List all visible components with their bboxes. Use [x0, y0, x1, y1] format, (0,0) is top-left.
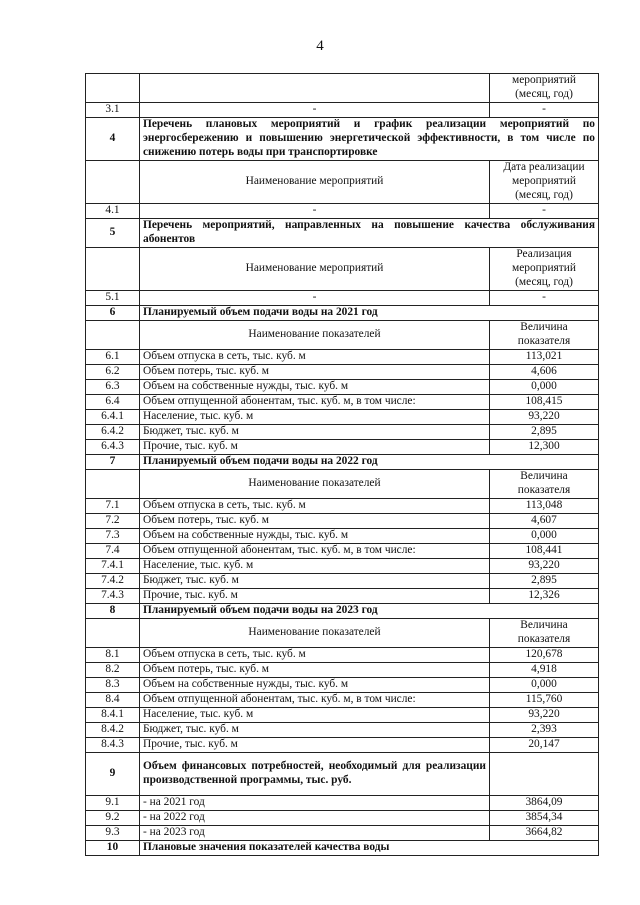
- column-header-value: Величина показателя: [490, 619, 599, 648]
- row-number: 7.4.2: [86, 574, 140, 589]
- row-number: [86, 248, 140, 291]
- row-value: 20,147: [490, 738, 599, 753]
- row-number: 7.4.1: [86, 559, 140, 574]
- row-value: 113,021: [490, 350, 599, 365]
- row-number: 5.1: [86, 291, 140, 306]
- section-title: Перечень мероприятий, направленных на повышение качества обслуживания абонентов: [140, 219, 599, 248]
- column-header-name: Наименование показателей: [140, 470, 490, 499]
- section-title: Плановые значения показателей качества воды: [140, 841, 599, 856]
- table-row: [86, 648, 599, 663]
- table-row: [86, 350, 599, 365]
- row-name: Население, тыс. куб. м: [140, 708, 490, 723]
- row-name: - на 2023 год: [140, 826, 490, 841]
- row-number: 8.4: [86, 693, 140, 708]
- row-number: 8.1: [86, 648, 140, 663]
- row-value: 115,760: [490, 693, 599, 708]
- row-value: мероприятий (месяц, год): [490, 74, 599, 103]
- row-value: 3854,34: [490, 811, 599, 826]
- section-row: [86, 219, 599, 248]
- row-name: Объем на собственные нужды, тыс. куб. м: [140, 529, 490, 544]
- column-header-value: Величина показателя: [490, 470, 599, 499]
- row-name: -: [140, 291, 490, 306]
- row-number: 6.4.2: [86, 425, 140, 440]
- row-name: Население, тыс. куб. м: [140, 410, 490, 425]
- row-number: [86, 74, 140, 103]
- section-row: [86, 753, 599, 796]
- row-value: 4,606: [490, 365, 599, 380]
- row-name: Прочие, тыс. куб. м: [140, 440, 490, 455]
- table-row: [86, 291, 599, 306]
- row-number: 8.4.2: [86, 723, 140, 738]
- table-row: [86, 574, 599, 589]
- row-name: Объем потерь, тыс. куб. м: [140, 514, 490, 529]
- section-title: Перечень плановых мероприятий и график реализации мероприятий по энергосбережению и повышению энергетической эффективности, в том числе по снижению потерь воды при транспортировке: [140, 118, 599, 161]
- row-number: 7.3: [86, 529, 140, 544]
- row-value: [490, 753, 599, 796]
- section-number: 7: [86, 455, 140, 470]
- table-row: [86, 204, 599, 219]
- row-value: 108,441: [490, 544, 599, 559]
- column-header-value: Дата реализации мероприятий (месяц, год): [490, 161, 599, 204]
- table-row: [86, 499, 599, 514]
- section-row: [86, 604, 599, 619]
- row-name: Объем на собственные нужды, тыс. куб. м: [140, 678, 490, 693]
- row-value: 93,220: [490, 708, 599, 723]
- row-value: 12,326: [490, 589, 599, 604]
- table-row: [86, 723, 599, 738]
- section-number: 8: [86, 604, 140, 619]
- row-value: 0,000: [490, 678, 599, 693]
- column-header-name: Наименование мероприятий: [140, 161, 490, 204]
- row-name: Объем потерь, тыс. куб. м: [140, 365, 490, 380]
- column-header-name: Наименование показателей: [140, 321, 490, 350]
- row-number: 7.1: [86, 499, 140, 514]
- table-row: [86, 103, 599, 118]
- row-number: 3.1: [86, 103, 140, 118]
- column-header-value: Реализация мероприятий (месяц, год): [490, 248, 599, 291]
- row-name: Бюджет, тыс. куб. м: [140, 425, 490, 440]
- row-number: [86, 321, 140, 350]
- column-header-row: [86, 248, 599, 291]
- column-header-name: Наименование показателей: [140, 619, 490, 648]
- row-value: 2,393: [490, 723, 599, 738]
- row-name: [140, 74, 490, 103]
- table-row: [86, 811, 599, 826]
- row-number: 6.3: [86, 380, 140, 395]
- row-value: 0,000: [490, 380, 599, 395]
- table-row: [86, 826, 599, 841]
- row-number: [86, 619, 140, 648]
- row-number: 6.4.1: [86, 410, 140, 425]
- table-row: [86, 544, 599, 559]
- row-name: Бюджет, тыс. куб. м: [140, 723, 490, 738]
- section-number: 6: [86, 306, 140, 321]
- table-row: [86, 708, 599, 723]
- section-title: Планируемый объем подачи воды на 2021 год: [140, 306, 599, 321]
- section-number: 4: [86, 118, 140, 161]
- row-name: Бюджет, тыс. куб. м: [140, 574, 490, 589]
- row-number: 9.1: [86, 796, 140, 811]
- row-value: 12,300: [490, 440, 599, 455]
- table-row: [86, 529, 599, 544]
- table-row: [86, 440, 599, 455]
- section-number: 10: [86, 841, 140, 856]
- row-number: 9.2: [86, 811, 140, 826]
- table-row: [86, 589, 599, 604]
- column-header-row: [86, 470, 599, 499]
- row-name: -: [140, 103, 490, 118]
- row-name: Объем отпущенной абонентам, тыс. куб. м, в том числе:: [140, 544, 490, 559]
- row-number: 7.2: [86, 514, 140, 529]
- row-value: 3864,09: [490, 796, 599, 811]
- row-number: 6.4.3: [86, 440, 140, 455]
- row-value: 93,220: [490, 410, 599, 425]
- row-number: 8.2: [86, 663, 140, 678]
- row-value: 108,415: [490, 395, 599, 410]
- row-number: 8.4.3: [86, 738, 140, 753]
- row-number: 6.4: [86, 395, 140, 410]
- table-row: [86, 738, 599, 753]
- row-name: Объем отпуска в сеть, тыс. куб. м: [140, 499, 490, 514]
- section-row: [86, 455, 599, 470]
- row-value: 4,918: [490, 663, 599, 678]
- section-title: Планируемый объем подачи воды на 2023 год: [140, 604, 599, 619]
- table-row: [86, 514, 599, 529]
- row-number: 7.4.3: [86, 589, 140, 604]
- table-row: [86, 425, 599, 440]
- row-name: Прочие, тыс. куб. м: [140, 589, 490, 604]
- row-value: 3664,82: [490, 826, 599, 841]
- column-header-row: [86, 161, 599, 204]
- row-value: 93,220: [490, 559, 599, 574]
- row-number: 4.1: [86, 204, 140, 219]
- row-name: Объем отпущенной абонентам, тыс. куб. м, в том числе:: [140, 693, 490, 708]
- row-name: Объем отпуска в сеть, тыс. куб. м: [140, 648, 490, 663]
- section-row: [86, 841, 599, 856]
- table-row: [86, 559, 599, 574]
- row-value: 2,895: [490, 574, 599, 589]
- row-name: Объем на собственные нужды, тыс. куб. м: [140, 380, 490, 395]
- section-number: 5: [86, 219, 140, 248]
- section-number: 9: [86, 753, 140, 796]
- section-row: [86, 306, 599, 321]
- row-name: Объем потерь, тыс. куб. м: [140, 663, 490, 678]
- table-row: [86, 410, 599, 425]
- row-name: Объем отпуска в сеть, тыс. куб. м: [140, 350, 490, 365]
- row-value: 2,895: [490, 425, 599, 440]
- section-title: Объем финансовых потребностей, необходимый для реализации производственной программы, тыс. руб.: [140, 753, 490, 796]
- table-row: [86, 365, 599, 380]
- row-name: Объем отпущенной абонентам, тыс. куб. м, в том числе:: [140, 395, 490, 410]
- row-value: 0,000: [490, 529, 599, 544]
- table-row: [86, 74, 599, 103]
- table-row: [86, 693, 599, 708]
- column-header-name: Наименование мероприятий: [140, 248, 490, 291]
- row-number: 6.1: [86, 350, 140, 365]
- column-header-value: Величина показателя: [490, 321, 599, 350]
- row-number: 8.3: [86, 678, 140, 693]
- row-name: Население, тыс. куб. м: [140, 559, 490, 574]
- row-name: - на 2021 год: [140, 796, 490, 811]
- row-number: 6.2: [86, 365, 140, 380]
- column-header-row: [86, 321, 599, 350]
- section-row: [86, 118, 599, 161]
- table-row: [86, 663, 599, 678]
- table-row: [86, 796, 599, 811]
- row-name: - на 2022 год: [140, 811, 490, 826]
- row-name: -: [140, 204, 490, 219]
- column-header-row: [86, 619, 599, 648]
- row-number: 8.4.1: [86, 708, 140, 723]
- row-value: 113,048: [490, 499, 599, 514]
- row-value: 120,678: [490, 648, 599, 663]
- row-value: -: [490, 291, 599, 306]
- row-number: [86, 161, 140, 204]
- section-title: Планируемый объем подачи воды на 2022 год: [140, 455, 599, 470]
- row-name: Прочие, тыс. куб. м: [140, 738, 490, 753]
- row-value: -: [490, 103, 599, 118]
- row-value: -: [490, 204, 599, 219]
- table-row: [86, 380, 599, 395]
- page-number: 4: [316, 38, 324, 54]
- row-number: [86, 470, 140, 499]
- table-row: [86, 395, 599, 410]
- program-table: [85, 73, 599, 856]
- row-number: 7.4: [86, 544, 140, 559]
- row-value: 4,607: [490, 514, 599, 529]
- table-row: [86, 678, 599, 693]
- row-number: 9.3: [86, 826, 140, 841]
